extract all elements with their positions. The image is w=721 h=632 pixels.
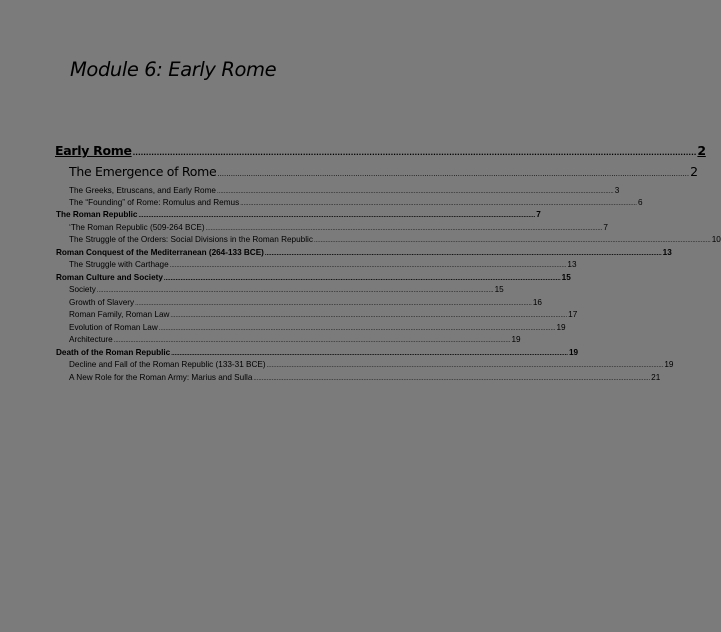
toc-entry[interactable] bbox=[69, 323, 566, 332]
toc-entry[interactable] bbox=[69, 298, 542, 307]
dot-leader: .............................................................................................................................................................................................................................................. bbox=[163, 276, 561, 282]
toc-entry-page: 7 bbox=[536, 210, 541, 219]
toc-entry-label: Roman Culture and Society bbox=[56, 273, 163, 282]
dot-leader: .............................................................................................................................................................................................................................................. bbox=[313, 238, 711, 244]
dot-leader: .............................................................................................................................................................................................................................................. bbox=[170, 313, 568, 319]
toc-entry-page: 13 bbox=[567, 260, 577, 269]
dot-leader: .............................................................................................................................................................................................................................................. bbox=[266, 363, 664, 369]
toc-entry-page: 21 bbox=[651, 373, 661, 382]
toc-entry[interactable] bbox=[69, 223, 608, 232]
dot-leader: .............................................................................................................................................................................................................................................. bbox=[240, 201, 637, 207]
dot-leader: .............................................................................................................................................................................................................................................. bbox=[158, 326, 556, 332]
page-title: Module 6: Early Rome bbox=[70, 58, 277, 81]
toc-entry-page: 15 bbox=[561, 273, 571, 282]
toc-entry-label: Decline and Fall of the Roman Republic (133-31 BCE) bbox=[69, 360, 266, 369]
toc-entry-label: The Roman Republic bbox=[56, 210, 138, 219]
toc-entry-label: Society bbox=[69, 285, 96, 294]
toc-entry[interactable] bbox=[56, 273, 571, 282]
toc-entry-page: 13 bbox=[662, 248, 672, 257]
toc-entry-page: 7 bbox=[603, 223, 608, 232]
toc-entry-label: Early Rome bbox=[55, 143, 132, 158]
toc-entry-label: A New Role for the Roman Army: Marius and Sulla bbox=[69, 373, 253, 382]
toc-entry-page: 6 bbox=[637, 198, 643, 207]
dot-leader: .............................................................................................................................................................................................................................................. bbox=[171, 351, 568, 357]
toc-entry[interactable] bbox=[69, 260, 577, 269]
dot-leader: .................................................................................................................................................................................................................... bbox=[217, 170, 690, 178]
toc-entry[interactable] bbox=[69, 373, 661, 382]
toc-entry-label: Architecture bbox=[69, 335, 113, 344]
toc-entry-label: The Struggle with Carthage bbox=[69, 260, 169, 269]
toc-entry[interactable] bbox=[56, 210, 541, 219]
toc-entry-page: 19 bbox=[511, 335, 521, 344]
toc-entry-page: 16 bbox=[532, 298, 542, 307]
dot-leader: .............................................................................................................................................................................................................................................. bbox=[205, 226, 603, 232]
dot-leader: .............................................................................................................................................................................................................................................. bbox=[216, 189, 614, 195]
toc-entry[interactable] bbox=[55, 143, 706, 158]
toc-entry-page: 17 bbox=[568, 310, 578, 319]
dot-leader: .............................................................................................................................................................................................................................................. bbox=[138, 213, 536, 219]
toc-entry-page: 19 bbox=[568, 348, 579, 357]
toc-entry[interactable] bbox=[69, 164, 698, 179]
toc-entry-label: The Greeks, Etruscans, and Early Rome bbox=[69, 186, 216, 195]
toc-entry[interactable] bbox=[69, 186, 620, 195]
toc-entry-page: 2 bbox=[697, 143, 706, 158]
toc-entry-label: Growth of Slavery bbox=[69, 298, 135, 307]
toc-entry[interactable] bbox=[56, 248, 672, 257]
toc-entry-page: 15 bbox=[494, 285, 504, 294]
toc-entry-page: 19 bbox=[664, 360, 674, 369]
dot-leader: .............................................................................................................................................................................................................................................. bbox=[264, 251, 662, 257]
dot-leader: .............................................................................................................................................................................................................................................. bbox=[169, 263, 567, 269]
toc-entry-label: The “Founding” of Rome: Romulus and Remus bbox=[69, 198, 240, 207]
toc-entry-page: 2 bbox=[690, 164, 698, 179]
toc-entry-label: Roman Family, Roman Law bbox=[69, 310, 170, 319]
toc-entry-label: The Emergence of Rome bbox=[69, 164, 217, 179]
toc-entry-page: 10 bbox=[711, 235, 721, 244]
toc-entry-label: Evolution of Roman Law bbox=[69, 323, 158, 332]
toc-entry-page: 19 bbox=[556, 323, 566, 332]
toc-entry-label: The Struggle of the Orders: Social Divisions in the Roman Republic bbox=[69, 235, 313, 244]
dot-leader: .............................................................................................................................................................................................................................................. bbox=[96, 288, 494, 294]
toc-entry-label: ‘The Roman Republic (509-264 BCE) bbox=[69, 223, 205, 232]
toc-entry-page: 3 bbox=[614, 186, 620, 195]
toc-entry[interactable] bbox=[69, 310, 578, 319]
toc-entry[interactable] bbox=[69, 335, 521, 344]
dot-leader: .............................................................................................................................................................................................................................................. bbox=[135, 301, 532, 307]
toc-entry[interactable] bbox=[56, 348, 579, 357]
toc-entry[interactable] bbox=[69, 360, 674, 369]
toc-entry[interactable] bbox=[69, 285, 504, 294]
toc-entry-label: Death of the Roman Republic bbox=[56, 348, 171, 357]
dot-leader: .................................................................................................................................................................................................................... bbox=[132, 149, 697, 157]
dot-leader: .............................................................................................................................................................................................................................................. bbox=[253, 376, 651, 382]
toc-entry-label: Roman Conquest of the Mediterranean (264-133 BCE) bbox=[56, 248, 264, 257]
dot-leader: .............................................................................................................................................................................................................................................. bbox=[113, 338, 511, 344]
toc-entry[interactable] bbox=[69, 198, 643, 207]
toc-entry[interactable] bbox=[69, 235, 721, 244]
